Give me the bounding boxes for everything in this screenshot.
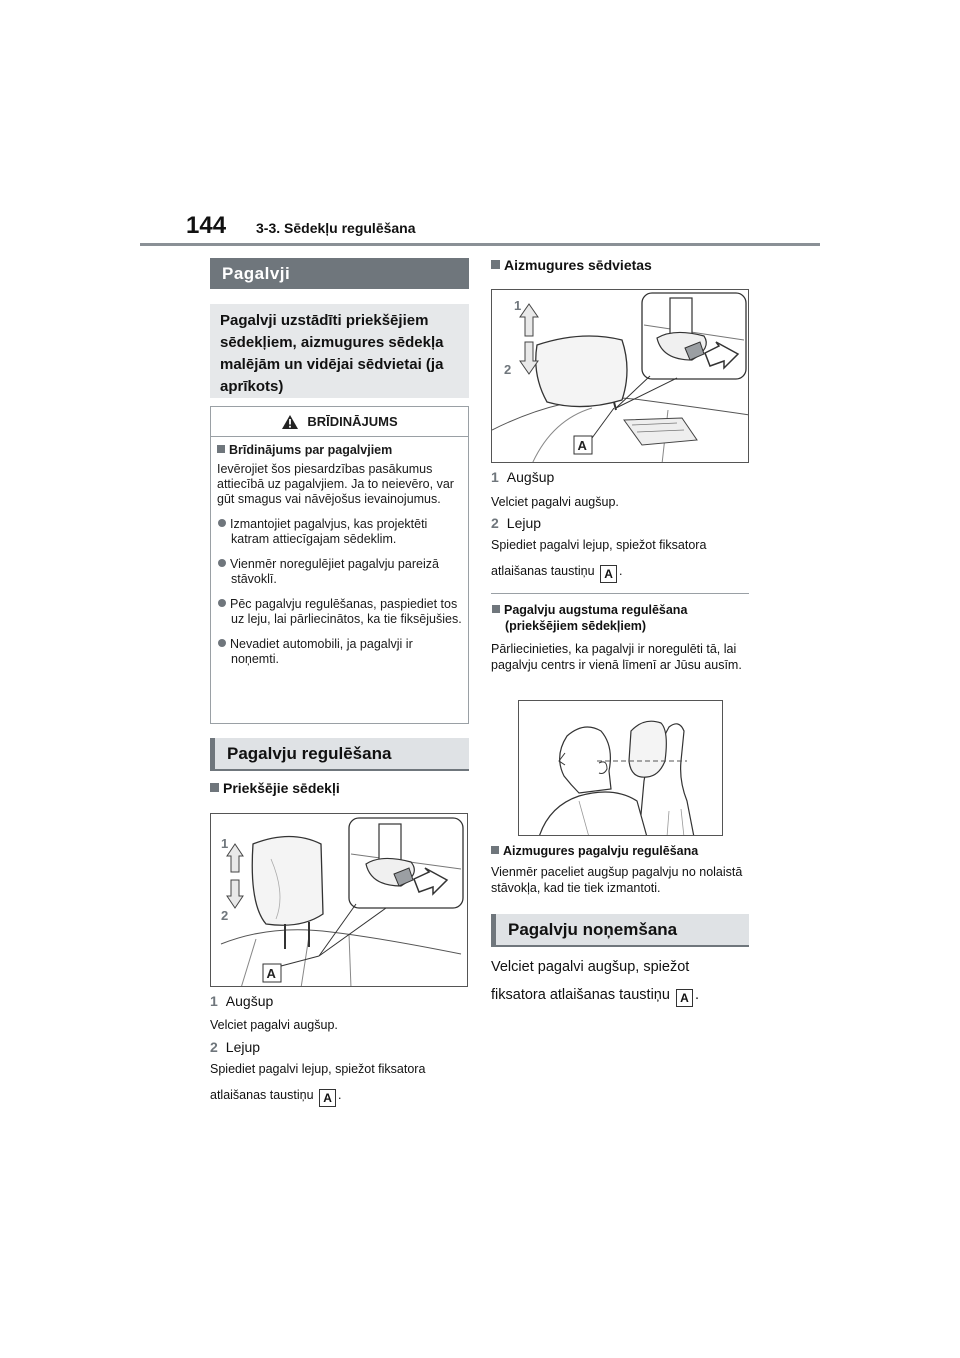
step-number: 1: [210, 993, 218, 1009]
step-number: 2: [491, 515, 499, 531]
square-bullet-icon: [491, 846, 499, 854]
release-button-badge: A: [600, 565, 617, 583]
warning-title: BRĪDINĀJUMS: [307, 414, 398, 429]
removal-text-line: fiksatora atlaišanas taustiņu: [491, 987, 670, 1003]
square-bullet-icon: [492, 605, 500, 613]
intro-box: [210, 304, 469, 398]
height-adjust-text: Pārliecinieties, ka pagalvji ir noregulēti tā, lai pagalvju centrs ir vienā līmenī ar Jūsu ausīm.: [491, 642, 742, 672]
warning-bullet-text: Pēc pagalvju regulēšanas, paspiediet tos uz leju, lai pārliecinātos, ka tie fiksējušies.: [230, 597, 462, 626]
figure-label-2: 2: [221, 908, 229, 923]
section-title-text: Pagalvji: [222, 263, 291, 283]
step-label: Augšup: [506, 469, 555, 485]
step-label: Lejup: [506, 515, 542, 531]
warning-bullet-text: Izmantojiet pagalvjus, kas projektēti katram attiecīgajam sēdeklim.: [230, 517, 428, 546]
removal-text: Velciet pagalvi augšup, spiežot fiksatora atlaišanas taustiņu A .: [491, 959, 699, 1005]
section-title-text: Pagalvju noņemšana: [508, 919, 678, 939]
warning-bullet: [217, 557, 462, 587]
rear-step-2-text: Spiediet pagalvi lejup, spiežot fiksatora atlaišanas taustiņu A .: [491, 538, 707, 581]
rear-headrest-illustration: [492, 290, 749, 463]
step-number: 2: [210, 1039, 218, 1055]
front-step-1: [210, 993, 273, 1009]
removal-text-line: Velciet pagalvi augšup, spiežot: [491, 959, 690, 975]
warning-bullet-text: Vienmēr noregulējiet pagalvju pareizā stāvoklī.: [230, 557, 439, 586]
step-text-line: atlaišanas taustiņu: [210, 1088, 314, 1102]
warning-text: Ievērojiet šos piesardzības pasākumus attiecībā uz pagalvjiem. Ja to neievēro, var gūt smagus vai nāvējošus ievainojumus.: [217, 462, 454, 506]
dot-bullet-icon: [218, 599, 226, 607]
figure-label-1: 1: [221, 836, 229, 851]
front-step-2-text: Spiediet pagalvi lejup, spiežot fiksatora atlaišanas taustiņu A .: [210, 1062, 426, 1105]
square-bullet-icon: [491, 260, 500, 269]
front-step-2: [210, 1039, 260, 1055]
front-headrest-illustration: [211, 814, 468, 987]
subhead-text: Priekšējie sēdekļi: [223, 780, 340, 796]
step-text-line: Spiediet pagalvi lejup, spiežot fiksatora: [491, 538, 707, 552]
warning-subhead-text: Brīdinājums par pagalvjiem: [229, 443, 393, 457]
figure-label-a: A: [577, 438, 587, 453]
step-text-line: atlaišanas taustiņu: [491, 564, 595, 578]
rear-adjust-head: [491, 843, 749, 859]
subhead-front-seats: [210, 780, 340, 796]
warning-bullet-text: Nevadiet automobili, ja pagalvji ir noņemti.: [230, 637, 413, 666]
chapter-title: 3-3. Sēdekļu regulēšana: [256, 220, 416, 236]
warning-bullet: [217, 517, 462, 547]
step-number: 1: [491, 469, 499, 485]
subhead-text: Aizmugures pagalvju regulēšana: [503, 844, 699, 858]
figure-label-2: 2: [504, 362, 512, 377]
section-title-removal: [491, 914, 749, 947]
warning-header: [211, 407, 468, 437]
head-position-figure: [518, 700, 723, 836]
intro-text: Pagalvji uzstādīti priekšējiem sēdekļiem, aizmugures sēdekļa malējām un vidējai sēdvietai (ja aprīkots): [220, 312, 444, 395]
square-bullet-icon: [217, 445, 225, 453]
section-title-headrests: [210, 258, 469, 289]
figure-label-1: 1: [514, 298, 522, 313]
height-adjust-head: [491, 602, 749, 634]
rear-adjust-text: Vienmēr paceliet augšup pagalvju no nolaistā stāvokļa, kad tie tiek izmantoti.: [491, 865, 743, 895]
divider: [491, 593, 749, 594]
section-title-text: Pagalvju regulēšana: [227, 743, 392, 763]
rear-headrest-figure: [491, 289, 749, 463]
warning-triangle-icon: [281, 414, 299, 430]
dot-bullet-icon: [218, 519, 226, 527]
rear-step-1: [491, 469, 554, 485]
header-rule: [140, 243, 820, 246]
rear-step-1-text: Velciet pagalvi augšup.: [491, 495, 619, 509]
subhead-text: Aizmugures sēdvietas: [504, 257, 652, 273]
section-title-adjustment: [210, 738, 469, 771]
figure-label-a: A: [266, 966, 276, 981]
square-bullet-icon: [210, 783, 219, 792]
head-position-illustration: [519, 701, 723, 836]
dot-bullet-icon: [218, 559, 226, 567]
rear-step-2: [491, 515, 541, 531]
warning-bullet: [217, 597, 462, 627]
warning-subhead: [217, 443, 462, 458]
release-button-badge: A: [676, 989, 693, 1007]
release-button-badge: A: [319, 1089, 336, 1107]
subhead-text: Pagalvju augstuma regulēšana (priekšējiem sēdekļiem): [504, 603, 688, 633]
step-text-line: Spiediet pagalvi lejup, spiežot fiksatora: [210, 1062, 426, 1076]
front-headrest-figure: [210, 813, 468, 987]
warning-bullet: [217, 637, 462, 667]
front-step-1-text: Velciet pagalvi augšup.: [210, 1018, 338, 1032]
page-number: 144: [186, 212, 227, 239]
subhead-rear-seats: [491, 257, 652, 273]
step-label: Augšup: [225, 993, 274, 1009]
step-label: Lejup: [225, 1039, 261, 1055]
warning-box: [210, 406, 469, 724]
dot-bullet-icon: [218, 639, 226, 647]
warning-body: [211, 437, 468, 671]
